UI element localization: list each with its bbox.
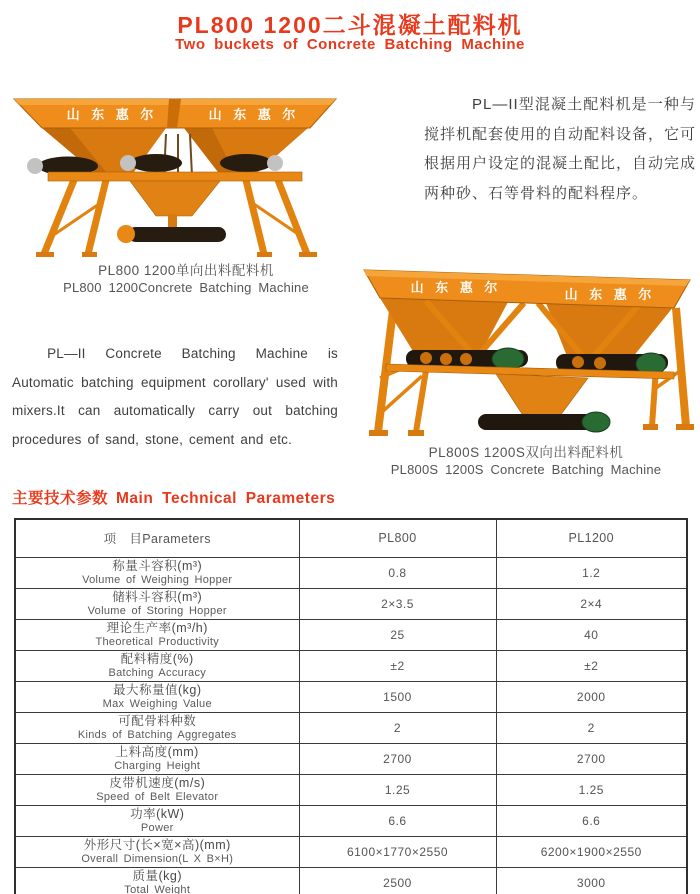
technical-parameters-table [14, 518, 688, 894]
value-pl800: 6100×1770×2550 [299, 836, 496, 867]
param-name-zh: 皮带机速度(m/s) [109, 775, 206, 790]
value-pl1200: 1.25 [496, 774, 687, 805]
value-pl800: ±2 [299, 650, 496, 681]
brand-text: 山 东 惠 尔 [208, 107, 300, 122]
discharge-hopper [130, 181, 220, 216]
machine1-caption-zh: PL800 1200单向出料配料机 [98, 263, 274, 278]
value-pl1200: ±2 [496, 650, 687, 681]
machine-illustration-1 [8, 84, 342, 262]
header-pl800: PL800 [299, 519, 496, 557]
page-subtitle: Two buckets of Concrete Batching Machine [175, 36, 525, 53]
value-pl1200: 2700 [496, 743, 687, 774]
value-pl1200: 1.2 [496, 557, 687, 588]
value-pl800: 1500 [299, 681, 496, 712]
table-row [15, 743, 687, 774]
value-pl800: 25 [299, 619, 496, 650]
value-pl800: 6.6 [299, 805, 496, 836]
discharge-belt [128, 227, 226, 242]
param-name-zh: 质量(kg) [132, 868, 183, 883]
frame-beam [48, 172, 302, 181]
brand-text: 山 东 惠 尔 [410, 280, 502, 295]
value-pl800: 2×3.5 [299, 588, 496, 619]
value-pl1200: 40 [496, 619, 687, 650]
param-name-zh: 称量斗容积(m³) [112, 558, 203, 573]
table-row [15, 557, 687, 588]
machine-illustration-2 [356, 246, 698, 440]
param-name-zh: 可配骨料种数 [118, 713, 197, 728]
value-pl800: 0.8 [299, 557, 496, 588]
machine-photo-2 [356, 246, 698, 440]
param-name-zh: 功率(kW) [130, 806, 185, 821]
belt-pulley [117, 225, 135, 243]
brand-text: 山 东 惠 尔 [66, 107, 158, 122]
header-pl1200: PL1200 [496, 519, 687, 557]
table-row [15, 588, 687, 619]
value-pl1200: 3000 [496, 867, 687, 894]
table-row [15, 619, 687, 650]
value-pl1200: 2×4 [496, 588, 687, 619]
param-name-en: Overall Dimension(L X B×H) [81, 852, 234, 865]
brand-text: 山 东 惠 尔 [564, 287, 656, 302]
machine2-caption-en: PL800S 1200S Concrete Batching Machine [390, 462, 662, 477]
param-name-en: Volume of Storing Hopper [87, 604, 227, 617]
param-name-zh: 理论生产率(m³/h) [106, 620, 208, 635]
machine2-caption-zh: PL800S 1200S双向出料配料机 [428, 445, 624, 460]
intro-paragraph-en: PL—II Concrete Batching Machine is Automatic batching equipment corollary' used with mixers.It can automatically carry out batching procedures of sand, stone, cement and etc. [12, 346, 338, 447]
param-name-en: Batching Accuracy [108, 666, 207, 679]
machine2-caption [352, 444, 700, 478]
section-heading-zh: 主要技术参数 [12, 490, 109, 507]
value-pl1200: 2 [496, 712, 687, 743]
discharge-hopper [496, 374, 588, 416]
param-name-en: Speed of Belt Elevator [96, 790, 219, 803]
value-pl1200: 2000 [496, 681, 687, 712]
value-pl800: 2700 [299, 743, 496, 774]
table-row [15, 712, 687, 743]
value-pl1200: 6200×1900×2550 [496, 836, 687, 867]
param-name-en: Power [140, 821, 174, 834]
section-heading-en: Main Technical Parameters [116, 490, 336, 507]
table-row [15, 836, 687, 867]
value-pl800: 2500 [299, 867, 496, 894]
machine-feet [36, 252, 317, 257]
param-name-zh: 最大称量值(kg) [112, 682, 202, 697]
table-row [15, 774, 687, 805]
param-name-en: Volume of Weighing Hopper [82, 573, 233, 586]
param-name-en: Max Weighing Value [102, 697, 212, 710]
table-header-row [15, 519, 687, 557]
value-pl1200: 6.6 [496, 805, 687, 836]
intro-paragraph-zh: PL—II型混凝土配料机是一种与搅拌机配套使用的自动配料设备，它可根据用户设定的混凝土配比，自动完成两种砂、石等骨料的配料程序。 [424, 96, 697, 202]
table-row [15, 650, 687, 681]
param-name-zh: 外形尺寸(长×宽×高)(mm) [83, 837, 231, 852]
table-row [15, 681, 687, 712]
belt-motor [582, 412, 610, 432]
param-name-en: Total Weight [124, 883, 191, 894]
value-pl800: 2 [299, 712, 496, 743]
machine1-caption [10, 262, 362, 296]
param-name-zh: 配料精度(%) [120, 651, 194, 666]
value-pl800: 1.25 [299, 774, 496, 805]
page-title: PL800 1200二斗混凝土配料机 [177, 12, 523, 38]
table-row [15, 805, 687, 836]
param-name-en: Kinds of Batching Aggregates [77, 728, 237, 741]
machine1-caption-en: PL800 1200Concrete Batching Machine [63, 280, 309, 295]
machine-photo-1 [8, 84, 342, 262]
param-name-en: Theoretical Productivity [95, 635, 220, 648]
param-name-zh: 上料高度(mm) [115, 744, 199, 759]
section-heading [12, 486, 335, 508]
table-row [15, 867, 687, 894]
param-name-en: Charging Height [114, 759, 201, 772]
param-name-zh: 储料斗容积(m³) [112, 589, 203, 604]
header-parameters: 项 目Parameters [15, 519, 299, 557]
